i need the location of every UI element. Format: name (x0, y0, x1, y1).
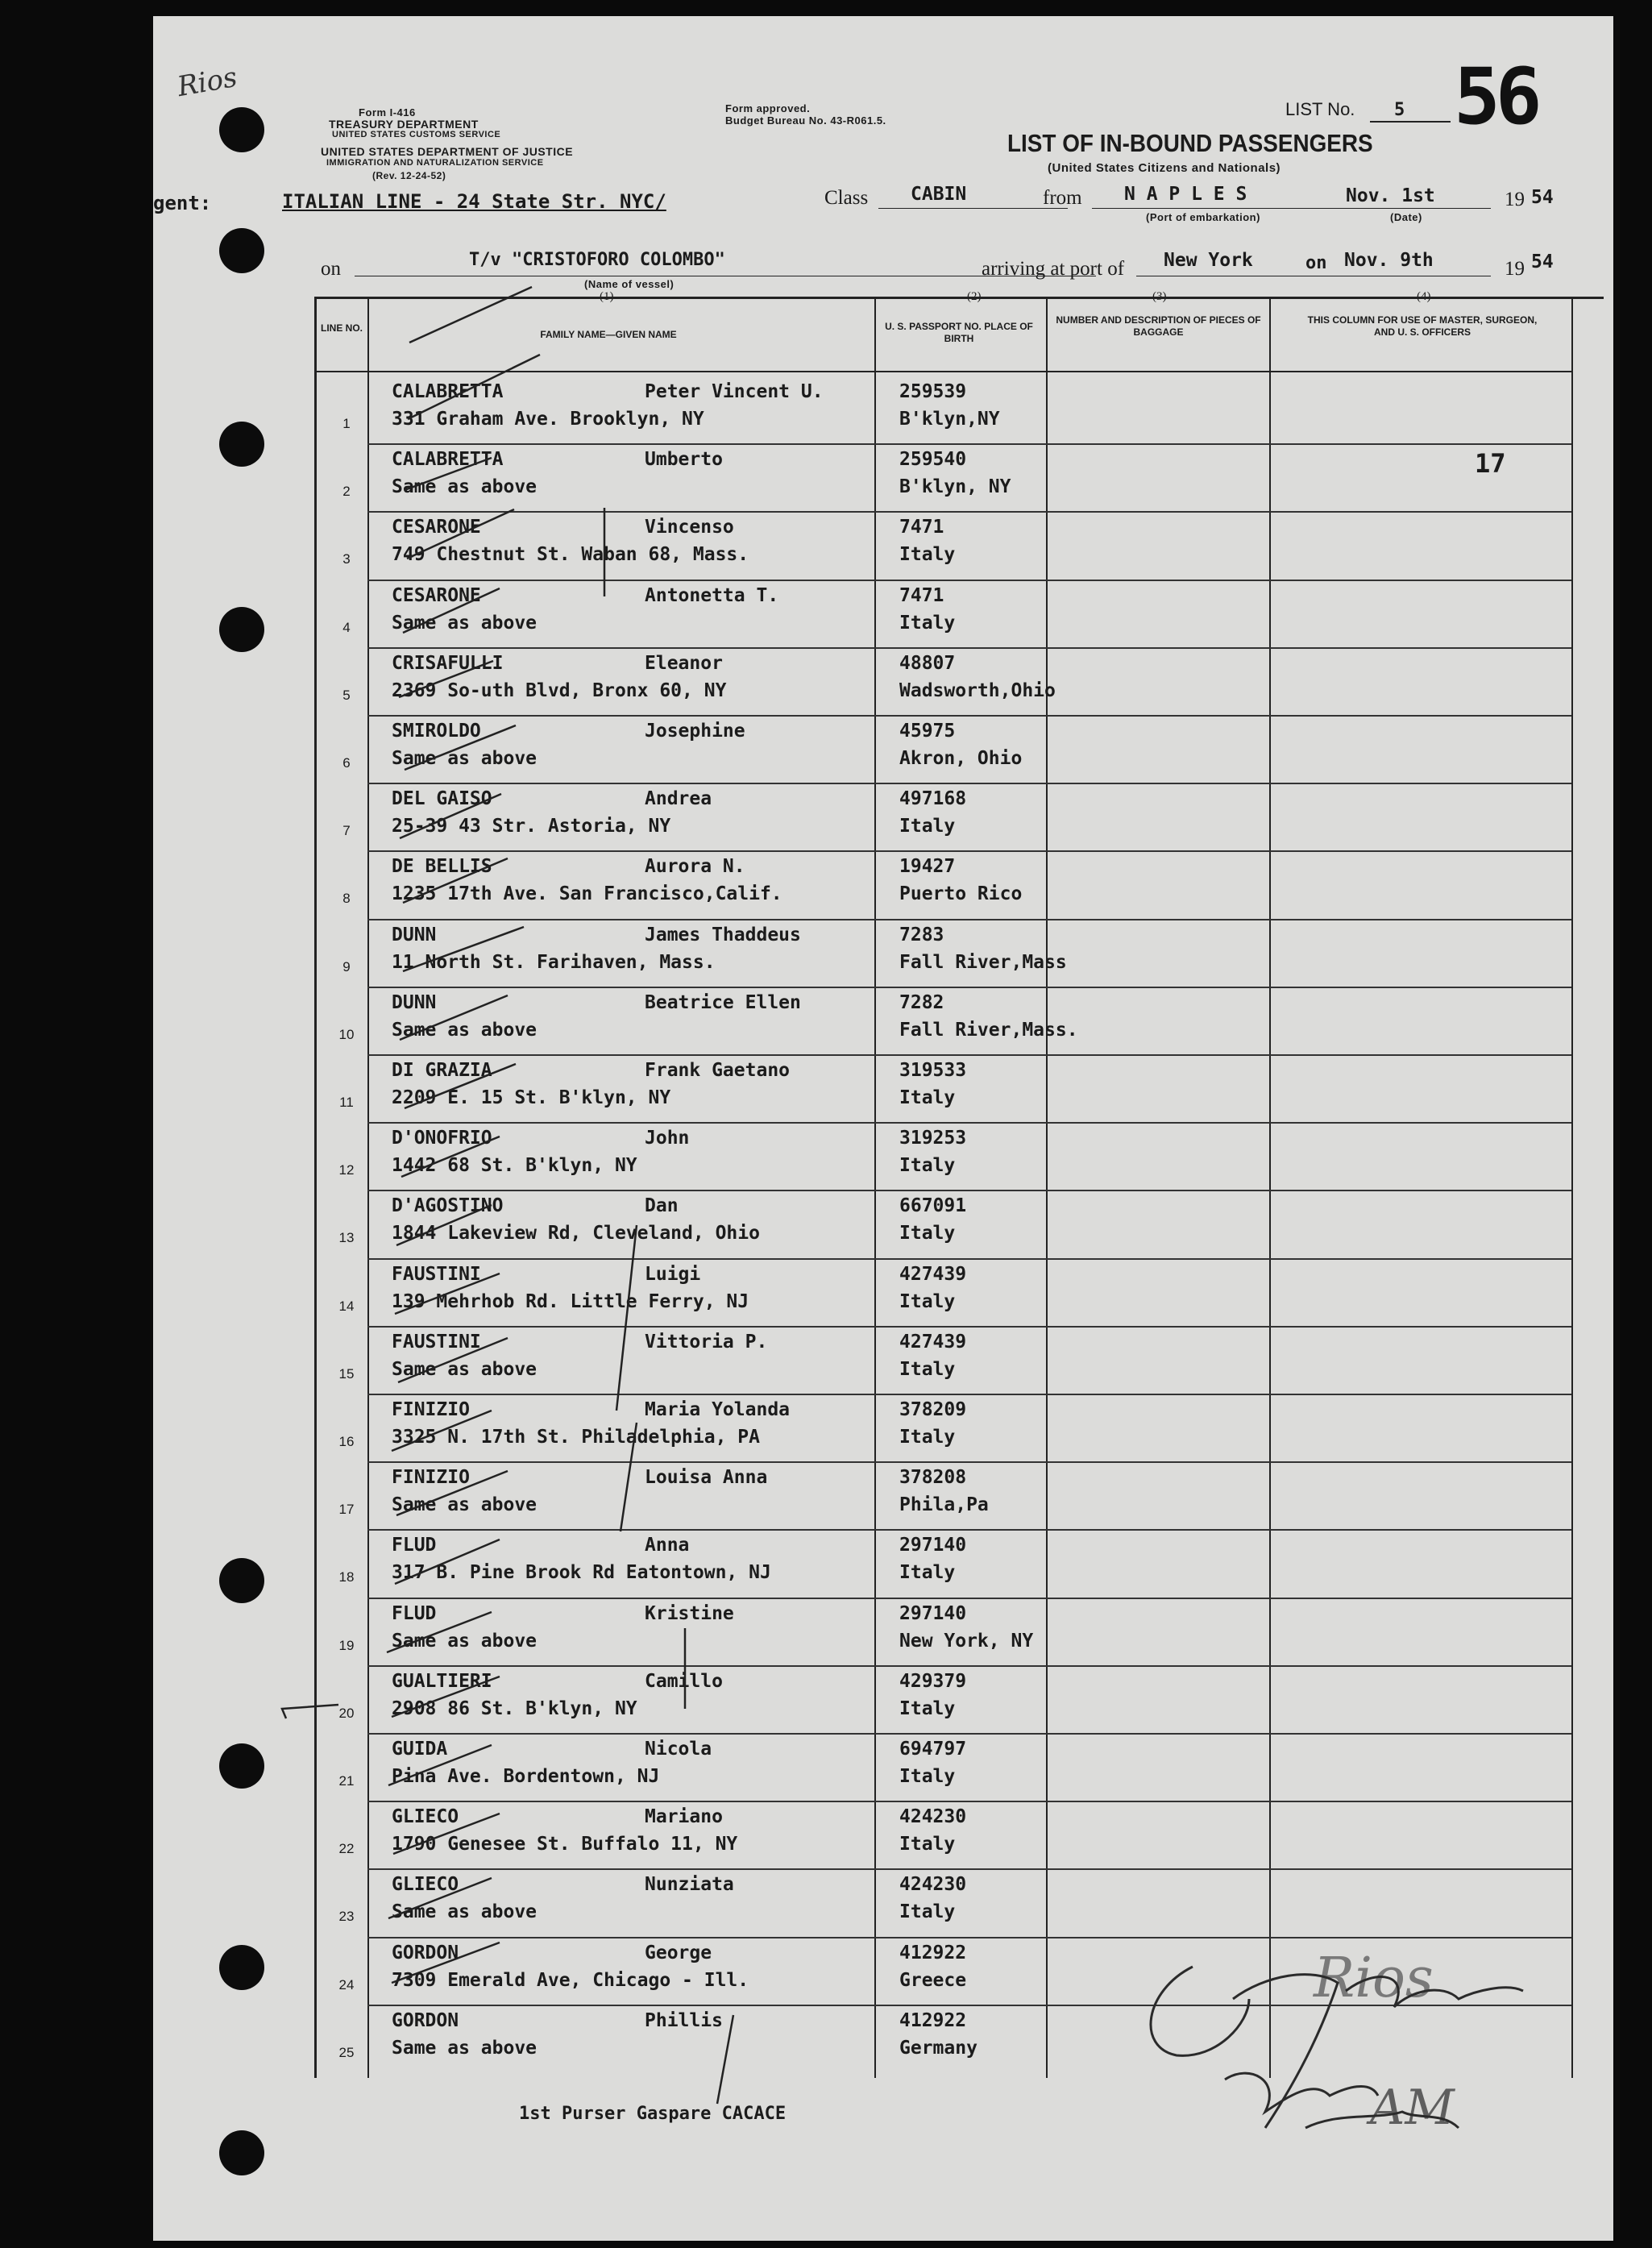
address: Same as above (392, 2037, 538, 2059)
agent-label: gent: (153, 192, 212, 214)
line-number: 15 (338, 1365, 355, 1382)
on2-label: on (1305, 253, 1327, 273)
signature-initials: AM (1370, 2080, 1455, 2136)
header-officers: THIS COLUMN FOR USE OF MASTER, SURGEON, AND U. S. OFFICERS (1307, 314, 1538, 338)
place-of-birth: Italy (899, 612, 956, 634)
given-name: James Thaddeus (645, 924, 801, 945)
address: 1844 Lakeview Rd, Cleveland, Ohio (392, 1223, 760, 1245)
family-name: FINIZIO (392, 1467, 470, 1489)
family-name: SMIROLDO (392, 721, 481, 742)
passport-number: 424230 (899, 1806, 967, 1828)
corner-handwritten-note: Rios (175, 60, 240, 104)
form-sheet (153, 16, 1613, 2241)
class-value: CABIN (911, 184, 967, 205)
address: 2369 So-uth Blvd, Bronx 60, NY (392, 679, 727, 701)
family-name: FAUSTINI (392, 1263, 481, 1285)
list-number-stamp: 56 (1454, 52, 1538, 142)
address: 331 Graham Ave. Brooklyn, NY (392, 409, 704, 430)
place-of-birth: Italy (899, 1223, 956, 1245)
date-note: (Date) (1390, 211, 1422, 223)
given-name: Camillo (645, 1670, 723, 1692)
place-of-birth: Italy (899, 1697, 956, 1719)
place-of-birth: Italy (899, 1290, 956, 1312)
address: 139 Mehrhob Rd. Little Ferry, NJ (392, 1290, 749, 1312)
port-embarkation-value: N A P L E S (1124, 184, 1247, 205)
passport-number: 7283 (899, 924, 944, 945)
given-name: Maria Yolanda (645, 1399, 791, 1420)
place-of-birth: Akron, Ohio (899, 748, 1023, 769)
passport-number: 497168 (899, 788, 967, 810)
given-name: Vincenso (645, 517, 734, 538)
family-name: GLIECO (392, 1806, 459, 1828)
address: Same as above (392, 612, 538, 634)
family-name: CRISAFULLI (392, 652, 504, 674)
address: 3325 N. 17th St. Philadelphia, PA (392, 1427, 760, 1448)
passport-number: 48807 (899, 652, 956, 674)
from-label: from (1043, 187, 1082, 209)
line-number: 3 (342, 551, 351, 567)
family-name: DUNN (392, 924, 437, 945)
given-name: Phillis (645, 2009, 723, 2031)
header-baggage: NUMBER AND DESCRIPTION OF PIECES OF BAGGAGE (1056, 314, 1261, 338)
family-name: FLUD (392, 1602, 437, 1624)
place-of-birth: B'klyn,NY (899, 409, 1000, 430)
place-of-birth: Wadsworth,Ohio (899, 679, 1056, 701)
passport-number: 259540 (899, 449, 967, 471)
address: 2209 E. 15 St. B'klyn, NY (392, 1087, 671, 1108)
family-name: D'ONOFRIO (392, 1128, 492, 1149)
year-prefix: 19 (1505, 189, 1525, 210)
on-label: on (321, 258, 341, 280)
passport-number: 319533 (899, 1060, 967, 1081)
passport-number: 7471 (899, 584, 944, 606)
family-name: CALABRETTA (392, 381, 504, 402)
handwritten-signature (153, 16, 1613, 2241)
form-subtitle: (United States Citizens and Nationals) (1048, 161, 1281, 175)
arriving-label: arriving at port of (982, 258, 1125, 280)
family-name: GORDON (392, 1942, 459, 1963)
given-name: Louisa Anna (645, 1467, 768, 1489)
budget-bureau: Budget Bureau No. 43-R061.5. (725, 114, 886, 127)
arrival-port: New York (1164, 250, 1253, 271)
line-number: 5 (342, 687, 351, 703)
address: 2908 86 St. B'klyn, NY (392, 1697, 637, 1719)
passport-number: 429379 (899, 1670, 967, 1692)
address: 11 North St. Farihaven, Mass. (392, 951, 716, 973)
passport-number: 7471 (899, 517, 944, 538)
given-name: Umberto (645, 449, 723, 471)
line-number: 4 (342, 619, 351, 635)
family-name: CESARONE (392, 517, 481, 538)
given-name: George (645, 1942, 712, 1963)
line-number: 11 (339, 1095, 354, 1110)
place-of-birth: Italy (899, 1087, 956, 1108)
header-name: FAMILY NAME—GIVEN NAME (540, 329, 677, 340)
place-of-birth: New York, NY (899, 1630, 1034, 1652)
address: 1442 68 St. B'klyn, NY (392, 1155, 637, 1177)
line-number: 16 (338, 1434, 355, 1449)
passport-number: 667091 (899, 1195, 967, 1217)
line-number: 21 (338, 1773, 355, 1789)
family-name: GUIDA (392, 1739, 448, 1760)
treasury-department: TREASURY DEPARTMENT (329, 118, 479, 131)
line-number: 19 (338, 1637, 355, 1653)
passport-number: 427439 (899, 1263, 967, 1285)
passport-number: 378209 (899, 1399, 967, 1420)
vessel-note: (Name of vessel) (584, 278, 674, 290)
year2-value: 54 (1531, 251, 1554, 272)
form-number: Form I-416 (359, 106, 416, 118)
line-number: 8 (342, 891, 351, 907)
list-number-label: LIST No. (1285, 99, 1355, 119)
given-name: Antonetta T. (645, 584, 779, 606)
place-of-birth: Puerto Rico (899, 883, 1023, 905)
line-number: 10 (338, 1026, 355, 1042)
address: Same as above (392, 1358, 538, 1380)
passport-number: 412922 (899, 1942, 967, 1963)
address: Same as above (392, 748, 538, 769)
place-of-birth: B'klyn, NY (899, 476, 1011, 498)
given-name: Frank Gaetano (645, 1060, 791, 1081)
officer-note: 17 (1475, 448, 1506, 480)
customs-service: UNITED STATES CUSTOMS SERVICE (332, 130, 501, 139)
address: Same as above (392, 1901, 538, 1923)
passport-number: 427439 (899, 1331, 967, 1353)
line-number: 12 (338, 1162, 355, 1178)
family-name: DEL GAISO (392, 788, 492, 810)
place-of-birth: Italy (899, 1358, 956, 1380)
passport-number: 297140 (899, 1602, 967, 1624)
given-name: Peter Vincent U. (645, 381, 824, 402)
passport-number: 297140 (899, 1535, 967, 1556)
given-name: Kristine (645, 1602, 734, 1624)
passport-number: 45975 (899, 721, 956, 742)
line-number: 6 (342, 755, 351, 771)
passport-number: 19427 (899, 856, 956, 878)
given-name: Nicola (645, 1739, 712, 1760)
passport-number: 412922 (899, 2009, 967, 2031)
address: 25-39 43 Str. Astoria, NY (392, 816, 671, 837)
line-number: 2 (342, 484, 351, 500)
given-name: Aurora N. (645, 856, 745, 878)
agent-value: ITALIAN LINE - 24 State Str. NYC/ (282, 190, 666, 213)
address: 317 B. Pine Brook Rd Eatontown, NJ (392, 1562, 771, 1584)
arrival-date: Nov. 9th (1344, 250, 1434, 271)
line-number: 23 (338, 1909, 355, 1925)
year2-prefix: 19 (1505, 258, 1525, 280)
given-name: Andrea (645, 788, 712, 810)
place-of-birth: Italy (899, 1901, 956, 1923)
family-name: DI GRAZIA (392, 1060, 492, 1081)
departure-date: Nov. 1st (1346, 185, 1435, 206)
given-name: Anna (645, 1535, 690, 1556)
passport-number: 319253 (899, 1128, 967, 1149)
family-name: CALABRETTA (392, 449, 504, 471)
line-number: 13 (338, 1230, 355, 1246)
family-name: DUNN (392, 991, 437, 1013)
line-number: 20 (338, 1705, 355, 1721)
passport-number: 7282 (899, 991, 944, 1013)
justice-department: UNITED STATES DEPARTMENT OF JUSTICE (321, 145, 574, 158)
place-of-birth: Phila,Pa (899, 1494, 989, 1516)
place-of-birth: Italy (899, 1562, 956, 1584)
line-number: 18 (338, 1569, 355, 1585)
family-name: FAUSTINI (392, 1331, 481, 1353)
family-name: D'AGOSTINO (392, 1195, 504, 1217)
line-number: 14 (338, 1298, 355, 1314)
given-name: Eleanor (645, 652, 723, 674)
line-number: 25 (338, 2044, 355, 2060)
passport-number: 378208 (899, 1467, 967, 1489)
vessel-name: T/v "CRISTOFORO COLOMBO" (469, 250, 725, 270)
family-name: CESARONE (392, 584, 481, 606)
address: Same as above (392, 1630, 538, 1652)
revision-date: (Rev. 12-24-52) (372, 170, 446, 181)
given-name: Dan (645, 1195, 679, 1217)
line-number: 24 (338, 1976, 355, 1992)
place-of-birth: Greece (899, 1969, 967, 1991)
given-name: Beatrice Ellen (645, 991, 801, 1013)
line-number: 1 (342, 416, 351, 431)
address: 7309 Emerald Ave, Chicago - Ill. (392, 1969, 749, 1991)
place-of-birth: Fall River,Mass (899, 951, 1067, 973)
family-name: GLIECO (392, 1874, 459, 1896)
passport-number: 694797 (899, 1739, 967, 1760)
address: 1790 Genesee St. Buffalo 11, NY (392, 1834, 738, 1855)
place-of-birth: Italy (899, 544, 956, 566)
given-name: Nunziata (645, 1874, 734, 1896)
ins-service: IMMIGRATION AND NATURALIZATION SERVICE (326, 158, 544, 168)
passport-number: 424230 (899, 1874, 967, 1896)
line-number: 17 (338, 1502, 355, 1518)
place-of-birth: Italy (899, 1155, 956, 1177)
line-number: 9 (342, 958, 351, 974)
family-name: DE BELLIS (392, 856, 492, 878)
purser-line: 1st Purser Gaspare CACACE (519, 2104, 787, 2124)
place-of-birth: Italy (899, 1834, 956, 1855)
family-name: FINIZIO (392, 1399, 470, 1420)
form-approved: Form approved. (725, 102, 811, 114)
header-line-no: LINE NO. (321, 322, 363, 334)
passport-number: 259539 (899, 381, 967, 402)
address: 749 Chestnut St. Waban 68, Mass. (392, 544, 749, 566)
given-name: Luigi (645, 1263, 701, 1285)
family-name: GUALTIERI (392, 1670, 492, 1692)
family-name: GORDON (392, 2009, 459, 2031)
embarkation-note: (Port of embarkation) (1146, 211, 1260, 223)
family-name: FLUD (392, 1535, 437, 1556)
address: Same as above (392, 476, 538, 498)
class-label: Class (824, 187, 869, 209)
header-passport: U. S. PASSPORT NO. PLACE OF BIRTH (885, 321, 1033, 344)
year-value: 54 (1531, 187, 1554, 208)
place-of-birth: Germany (899, 2037, 978, 2059)
place-of-birth: Italy (899, 1766, 956, 1787)
given-name: Mariano (645, 1806, 723, 1828)
form-title: LIST OF IN-BOUND PASSENGERS (1007, 129, 1373, 157)
address: 1235 17th Ave. San Francisco,Calif. (392, 883, 782, 905)
address: Same as above (392, 1019, 538, 1041)
place-of-birth: Fall River,Mass. (899, 1019, 1078, 1041)
line-number: 22 (338, 1841, 355, 1857)
place-of-birth: Italy (899, 1427, 956, 1448)
place-of-birth: Italy (899, 816, 956, 837)
given-name: Josephine (645, 721, 745, 742)
address: Pina Ave. Bordentown, NJ (392, 1766, 660, 1787)
signature-text: Rios (1314, 1947, 1434, 2010)
address: Same as above (392, 1494, 538, 1516)
line-number: 7 (342, 823, 351, 839)
list-number-typed: 5 (1394, 100, 1405, 120)
given-name: John (645, 1128, 690, 1149)
given-name: Vittoria P. (645, 1331, 768, 1353)
